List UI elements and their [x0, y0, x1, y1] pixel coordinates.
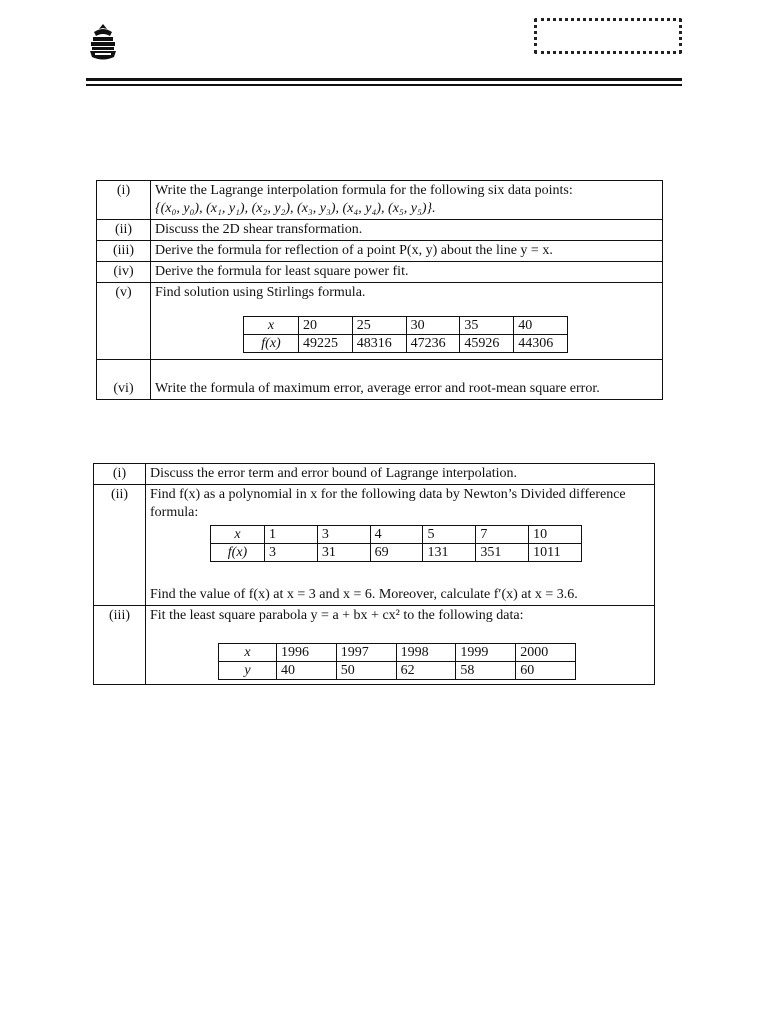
divided-difference-table [210, 525, 582, 562]
fx-value: 47236 [406, 335, 460, 353]
x-value: 1996 [277, 644, 337, 662]
row-header-fx: f(x) [244, 335, 299, 353]
question-number-label: (vi) [113, 381, 134, 396]
question-row [94, 485, 655, 606]
fx-value: 69 [370, 544, 423, 562]
question-text [146, 485, 655, 606]
question-number: (v) [97, 283, 151, 360]
x-value: 3 [317, 526, 370, 544]
x-value: 7 [476, 526, 529, 544]
x-value: 4 [370, 526, 423, 544]
question-number: (iii) [97, 241, 151, 262]
fx-value: 45926 [460, 335, 514, 353]
data-row-x [219, 644, 576, 662]
x-value: 25 [352, 317, 406, 335]
question-row [94, 606, 655, 685]
question-table-1 [96, 180, 663, 400]
question-text [151, 360, 663, 400]
y-value: 58 [456, 662, 516, 680]
y-value: 62 [396, 662, 456, 680]
header-rule-thin [86, 84, 682, 86]
header-rule-thick [86, 78, 682, 81]
fx-value: 1011 [529, 544, 582, 562]
row-header-x: x [219, 644, 277, 662]
fx-value: 44306 [514, 335, 568, 353]
question-number: (i) [97, 181, 151, 220]
question-text-line: Write the formula of maximum error, average error and root-mean square error. [155, 381, 600, 396]
row-header-y: y [219, 662, 277, 680]
least-square-data-table [218, 643, 576, 680]
question-row [97, 181, 663, 220]
question-number: (ii) [94, 485, 146, 606]
question-data-points: {(x₀, y₀), (x₁, y₁), (x₂, y₂), (x₃, y₃), (x₄, y₄), (x₅, y₅)}. [155, 201, 436, 216]
fx-value: 48316 [352, 335, 406, 353]
y-value: 40 [277, 662, 337, 680]
roll-number-box [534, 18, 682, 54]
x-value: 35 [460, 317, 514, 335]
question-number: (iv) [97, 262, 151, 283]
question-row [97, 241, 663, 262]
university-crest-icon [86, 22, 120, 62]
data-row-fx [244, 335, 568, 353]
x-value: 1998 [396, 644, 456, 662]
y-value: 60 [516, 662, 576, 680]
question-text [151, 283, 663, 360]
question-row [97, 360, 663, 400]
data-row-x [211, 526, 582, 544]
x-value: 1997 [336, 644, 396, 662]
fx-value: 351 [476, 544, 529, 562]
x-value: 1 [265, 526, 318, 544]
stirling-data-table [243, 316, 568, 353]
fx-value: 49225 [299, 335, 353, 353]
x-value: 10 [529, 526, 582, 544]
question-row [94, 464, 655, 485]
x-value: 5 [423, 526, 476, 544]
question-text: Derive the formula for reflection of a point P(x, y) about the line y = x. [151, 241, 663, 262]
question-table-2 [93, 463, 655, 685]
data-row-fx [211, 544, 582, 562]
question-row [97, 262, 663, 283]
question-text [151, 181, 663, 220]
x-value: 2000 [516, 644, 576, 662]
question-row [97, 220, 663, 241]
question-number: (i) [94, 464, 146, 485]
data-row-x [244, 317, 568, 335]
x-value: 20 [299, 317, 353, 335]
question-text-line: Find f(x) as a polynomial in x for the following data by Newton’s Divided difference formula: [150, 487, 626, 520]
question-number: (ii) [97, 220, 151, 241]
x-value: 1999 [456, 644, 516, 662]
row-header-x: x [244, 317, 299, 335]
x-value: 40 [514, 317, 568, 335]
y-value: 50 [336, 662, 396, 680]
fx-value: 3 [265, 544, 318, 562]
row-header-x: x [211, 526, 265, 544]
question-row [97, 283, 663, 360]
question-text: Discuss the error term and error bound of Lagrange interpolation. [146, 464, 655, 485]
data-row-y [219, 662, 576, 680]
fx-value: 131 [423, 544, 476, 562]
row-header-fx: f(x) [211, 544, 265, 562]
question-text [146, 606, 655, 685]
question-number: (iii) [94, 606, 146, 685]
question-text: Discuss the 2D shear transformation. [151, 220, 663, 241]
question-text-line: Find solution using Stirlings formula. [155, 285, 366, 300]
question-text: Derive the formula for least square power fit. [151, 262, 663, 283]
fx-value: 31 [317, 544, 370, 562]
question-number [97, 360, 151, 400]
x-value: 30 [406, 317, 460, 335]
question-text-line: Write the Lagrange interpolation formula for the following six data points: [155, 183, 573, 198]
question-followup-text: Find the value of f(x) at x = 3 and x = 6. Moreover, calculate f′(x) at x = 3.6. [150, 587, 578, 602]
question-text-line: Fit the least square parabola y = a + bx + cx² to the following data: [150, 608, 524, 623]
